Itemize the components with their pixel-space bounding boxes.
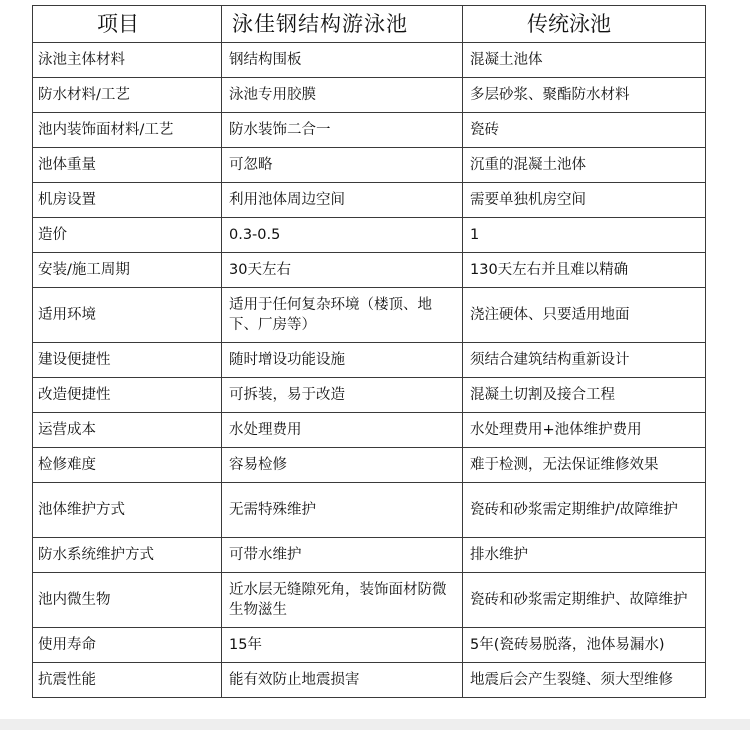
steel-pool-value: 15年	[222, 628, 463, 663]
traditional-pool-value: 瓷砖和砂浆需定期维护/故障维护	[463, 483, 706, 538]
table-row	[33, 448, 706, 483]
header-steel-pool: 泳佳钢结构游泳池	[222, 6, 463, 43]
steel-pool-value: 容易检修	[222, 448, 463, 483]
row-item: 安装/施工周期	[33, 253, 222, 288]
table-row	[33, 43, 706, 78]
header-traditional-pool: 传统泳池	[463, 6, 706, 43]
row-item: 池体维护方式	[33, 483, 222, 538]
steel-pool-value: 水处理费用	[222, 413, 463, 448]
traditional-pool-value: 须结合建筑结构重新设计	[463, 343, 706, 378]
bottom-edge-shade	[0, 719, 750, 730]
table-row	[33, 413, 706, 448]
traditional-pool-value: 难于检测，无法保证维修效果	[463, 448, 706, 483]
steel-pool-value: 随时增设功能设施	[222, 343, 463, 378]
row-item: 运营成本	[33, 413, 222, 448]
table-row	[33, 183, 706, 218]
traditional-pool-value: 瓷砖	[463, 113, 706, 148]
table-row	[33, 483, 706, 538]
steel-pool-value: 可带水维护	[222, 538, 463, 573]
traditional-pool-value: 排水维护	[463, 538, 706, 573]
table-row	[33, 113, 706, 148]
steel-pool-value: 利用池体周边空间	[222, 183, 463, 218]
row-item: 使用寿命	[33, 628, 222, 663]
traditional-pool-value: 水处理费用+池体维护费用	[463, 413, 706, 448]
traditional-pool-value: 130天左右并且难以精确	[463, 253, 706, 288]
table-row	[33, 148, 706, 183]
table-row	[33, 573, 706, 628]
row-item: 建设便捷性	[33, 343, 222, 378]
table-header-row	[33, 6, 706, 43]
steel-pool-value: 可拆装，易于改造	[222, 378, 463, 413]
steel-pool-value: 近水层无缝隙死角，装饰面材防微生物滋生	[222, 573, 463, 628]
steel-pool-value: 泳池专用胶膜	[222, 78, 463, 113]
row-item: 池内装饰面材料/工艺	[33, 113, 222, 148]
row-item: 改造便捷性	[33, 378, 222, 413]
traditional-pool-value: 沉重的混凝土池体	[463, 148, 706, 183]
steel-pool-value: 钢结构围板	[222, 43, 463, 78]
table-row	[33, 663, 706, 698]
row-item: 池内微生物	[33, 573, 222, 628]
row-item: 造价	[33, 218, 222, 253]
table-row	[33, 378, 706, 413]
traditional-pool-value: 需要单独机房空间	[463, 183, 706, 218]
table-row	[33, 538, 706, 573]
table-row	[33, 78, 706, 113]
traditional-pool-value: 混凝土切割及接合工程	[463, 378, 706, 413]
row-item: 池体重量	[33, 148, 222, 183]
table-row	[33, 343, 706, 378]
row-item: 防水系统维护方式	[33, 538, 222, 573]
traditional-pool-value: 5年(瓷砖易脱落，池体易漏水)	[463, 628, 706, 663]
header-item: 项目	[33, 6, 222, 43]
steel-pool-value: 防水装饰二合一	[222, 113, 463, 148]
traditional-pool-value: 混凝土池体	[463, 43, 706, 78]
steel-pool-value: 适用于任何复杂环境（楼顶、地下、厂房等）	[222, 288, 463, 343]
row-item: 适用环境	[33, 288, 222, 343]
traditional-pool-value: 多层砂浆、聚酯防水材料	[463, 78, 706, 113]
steel-pool-value: 无需特殊维护	[222, 483, 463, 538]
row-item: 泳池主体材料	[33, 43, 222, 78]
row-item: 抗震性能	[33, 663, 222, 698]
traditional-pool-value: 1	[463, 218, 706, 253]
table-row	[33, 253, 706, 288]
row-item: 机房设置	[33, 183, 222, 218]
row-item: 防水材料/工艺	[33, 78, 222, 113]
traditional-pool-value: 瓷砖和砂浆需定期维护、故障维护	[463, 573, 706, 628]
row-item: 检修难度	[33, 448, 222, 483]
traditional-pool-value: 浇注硬体、只要适用地面	[463, 288, 706, 343]
steel-pool-value: 能有效防止地震损害	[222, 663, 463, 698]
steel-pool-value: 0.3-0.5	[222, 218, 463, 253]
table-row	[33, 628, 706, 663]
steel-pool-value: 30天左右	[222, 253, 463, 288]
traditional-pool-value: 地震后会产生裂缝、须大型维修	[463, 663, 706, 698]
table-row	[33, 218, 706, 253]
steel-pool-value: 可忽略	[222, 148, 463, 183]
table-row	[33, 288, 706, 343]
comparison-table	[32, 5, 706, 698]
